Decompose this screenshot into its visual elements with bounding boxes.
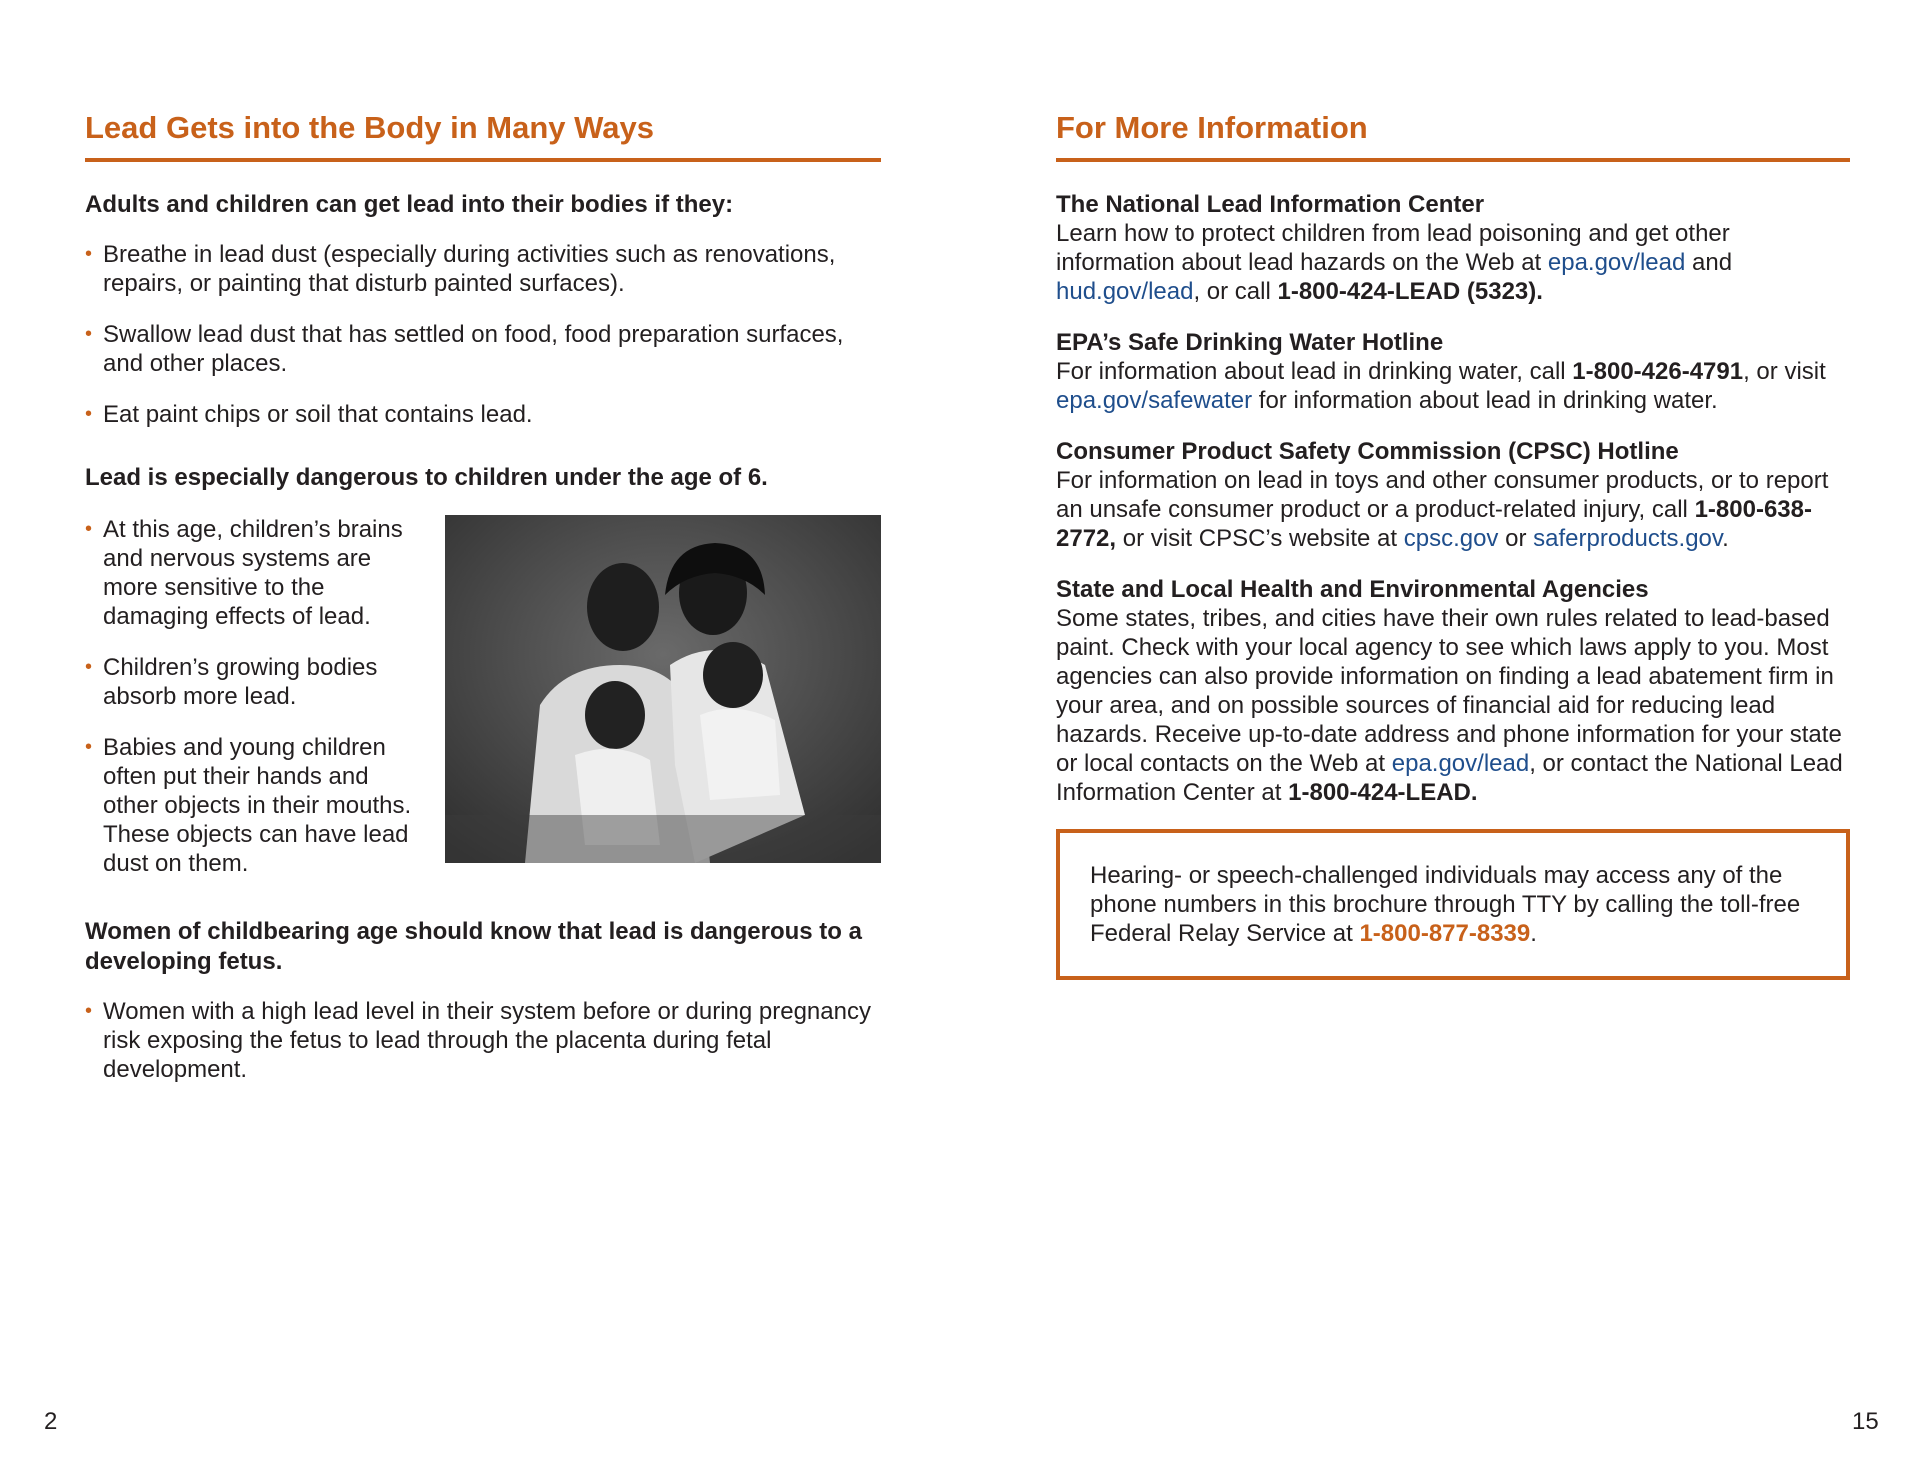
- cpsc-body: For information on lead in toys and other consumer products, or to report an unsafe consumer product or a product-related injury, call 1-800-638-2772, or visit CPSC’s website at cpsc.gov or saferproducts.gov.: [1056, 466, 1829, 552]
- bullet-dot-icon: •: [85, 655, 93, 678]
- state-phone: 1-800-424-LEAD.: [1288, 778, 1478, 806]
- children-heading: Lead is especially dangerous to children under the age of 6.: [85, 463, 768, 491]
- list-item: • Breathe in lead dust (especially during activities such as renovations, repairs, or painting that disturb painted surfaces).: [85, 240, 836, 297]
- bullet-dot-icon: •: [85, 999, 93, 1022]
- women-heading: Women of childbearing age should know that lead is dangerous to a developing fetus.: [85, 917, 862, 975]
- bullet-list-children: [85, 515, 420, 878]
- bullet-list-ways: [85, 240, 881, 429]
- sdwh-phone: 1-800-426-4791: [1572, 357, 1744, 385]
- bullet-list-women: [85, 997, 881, 1084]
- cpsc-link[interactable]: cpsc.gov: [1403, 524, 1499, 552]
- hud-lead-link[interactable]: hud.gov/lead: [1056, 277, 1194, 305]
- intro-heading: Adults and children can get lead into their bodies if they:: [85, 190, 734, 218]
- list-item: • At this age, children’s brains and nervous systems are more sensitive to the damaging effects of lead.: [85, 515, 403, 630]
- bullet-dot-icon: •: [85, 735, 93, 758]
- sdwh-block: [1056, 328, 1850, 415]
- nlic-title: The National Lead Information Center: [1056, 190, 1485, 218]
- bullet-dot-icon: •: [85, 517, 93, 540]
- sdwh-body: For information about lead in drinking water, call 1-800-426-4791, or visit epa.gov/safewater for information about lead in drinking water.: [1056, 357, 1826, 414]
- epa-safewater-link[interactable]: epa.gov/safewater: [1056, 386, 1253, 414]
- bullet-dot-icon: •: [85, 402, 93, 425]
- nlic-body: Learn how to protect children from lead poisoning and get other information about lead hazards on the Web at epa.gov/lead and hud.gov/lead, or call 1-800-424-LEAD (5323).: [1056, 219, 1733, 305]
- list-item: • Children’s growing bodies absorb more lead.: [85, 653, 378, 710]
- state-title: State and Local Health and Environmental Agencies: [1056, 575, 1649, 603]
- bullet-dot-icon: •: [85, 322, 93, 345]
- cpsc-block: [1056, 437, 1850, 553]
- nlic-block: [1056, 190, 1850, 306]
- children-section: [85, 515, 881, 877]
- family-photo-illustration: [445, 515, 881, 863]
- list-item: • Babies and young children often put their hands and other objects in their mouths. These objects can have lead dust on them.: [85, 733, 412, 877]
- epa-lead-link-2[interactable]: epa.gov/lead: [1391, 749, 1530, 777]
- page-title-left: Lead Gets into the Body in Many Ways: [85, 110, 881, 162]
- page-number-left: 2: [44, 1408, 58, 1435]
- state-block: [1056, 575, 1850, 807]
- tty-notice-box: Hearing- or speech-challenged individuals may access any of the phone numbers in this brochure through TTY by calling the toll-free Federal Relay Service at 1-800-877-8339.: [1056, 829, 1850, 980]
- family-photo: [445, 515, 881, 863]
- right-column: [1056, 110, 1850, 980]
- list-item: • Women with a high lead level in their system before or during pregnancy risk exposing the fetus to lead through the placenta during fetal development.: [85, 997, 871, 1083]
- relay-phone: 1-800-877-8339: [1359, 919, 1531, 947]
- page-number-right: 15: [1852, 1408, 1879, 1435]
- nlic-phone: 1-800-424-LEAD (5323).: [1277, 277, 1543, 305]
- list-item: • Eat paint chips or soil that contains lead.: [85, 400, 533, 428]
- list-item: • Swallow lead dust that has settled on food, food preparation surfaces, and other places.: [85, 320, 844, 377]
- cpsc-title: Consumer Product Safety Commission (CPSC) Hotline: [1056, 437, 1679, 465]
- left-column: [85, 110, 881, 1106]
- saferproducts-link[interactable]: saferproducts.gov: [1533, 524, 1723, 552]
- epa-lead-link[interactable]: epa.gov/lead: [1547, 248, 1686, 276]
- cpsc-phone: 1-800-638-2772,: [1056, 495, 1812, 552]
- page-title-right: For More Information: [1056, 110, 1850, 162]
- state-body: Some states, tribes, and cities have their own rules related to lead-based paint. Check with your local agency to see which laws apply to you. Most agencies can also provide information on finding a lead abatement firm in your area, and on possible sources of financial aid for reducing lead hazards. Receive up-to-date address and phone information for your state or local contacts on the Web at epa.gov/lead, or contact the National Lead Information Center at 1-800-424-LEAD.: [1056, 604, 1843, 806]
- bullet-dot-icon: •: [85, 242, 93, 265]
- sdwh-title: EPA’s Safe Drinking Water Hotline: [1056, 328, 1444, 356]
